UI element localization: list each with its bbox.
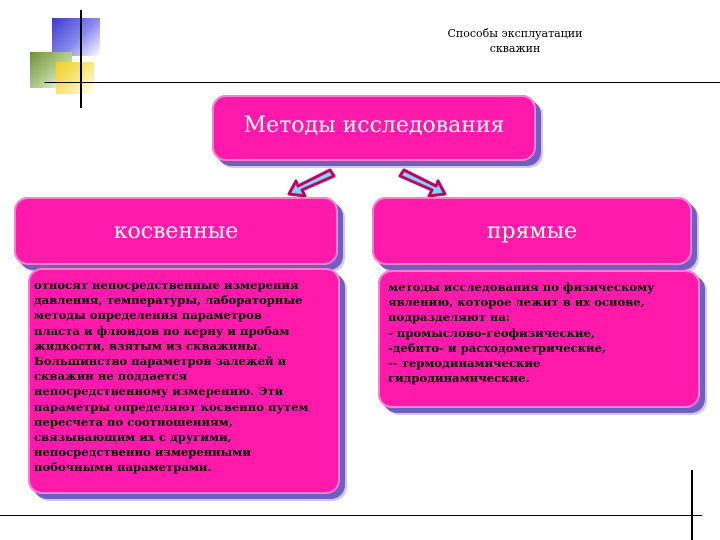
- decor-horizontal-line-top: [44, 82, 720, 83]
- arrow-left-icon: [286, 166, 336, 200]
- decor-vertical-line-top: [80, 10, 82, 108]
- methods-box: [212, 95, 536, 161]
- direct-description: методы исследования по физическому явлению, которое лежит в их основе, подразделяют на: - промыслово-геофизические, -дебито- и расходометрические, -- термодинамические гидродинамические.: [388, 280, 655, 386]
- indirect-description: относят непосредственные измерения давления, температуры, лабораторные методы определения параметров пласта и флюидов по керну и пробам жидкости, взятым из скважины. Большинство параметров залежей и скважин не поддается непосредственному измерению. Эти параметры определяют косвенно путем пересчета по соотношениям, связывающим их с другими, непосредственно измеренными побочными параметрами.: [34, 278, 309, 475]
- indirect-label: косвенные: [113, 219, 239, 244]
- direct-description-box: [378, 270, 700, 408]
- methods-label: Методы исследования: [243, 113, 505, 138]
- indirect-description-box: [28, 268, 340, 494]
- slide-title: Способы эксплуатации скважин: [447, 27, 583, 55]
- direct-methods-box: [372, 197, 692, 265]
- decor-horizontal-line-bottom: [0, 515, 702, 516]
- indirect-methods-box: [14, 197, 338, 265]
- decor-vertical-line-bottom: [691, 470, 693, 540]
- decor-yellow-square: [56, 62, 94, 94]
- arrow-right-icon: [398, 166, 448, 200]
- decor-blue-square: [52, 18, 100, 56]
- direct-label: прямые: [486, 219, 578, 244]
